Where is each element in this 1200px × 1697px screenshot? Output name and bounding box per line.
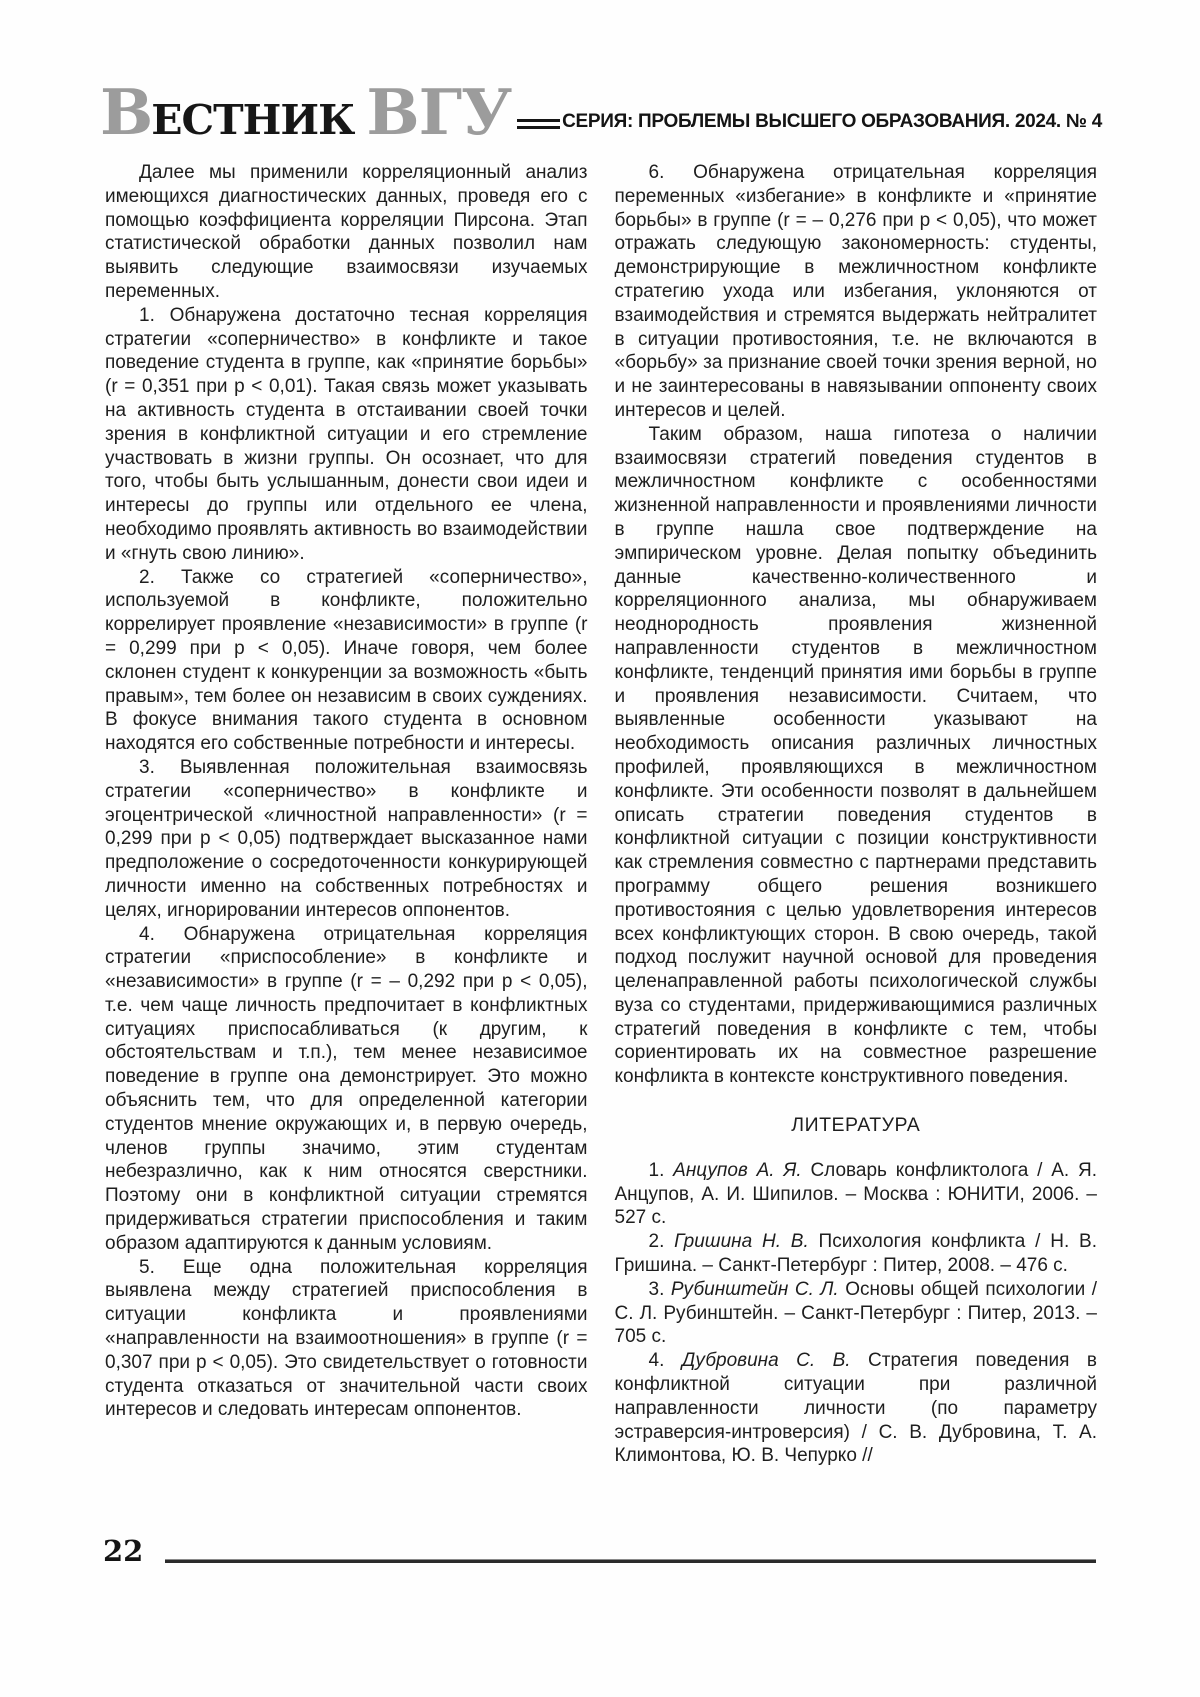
paragraph-item-1: 1. Обнаружена достаточно тесная корреляция стратегии «соперничество» в конфликте и такое поведение студента в группе, как «принятие борьбы» (r = 0,351 при p < 0,01). Такая связь может указывать на активность студента в отстаивании своей точки зрения в конфликтной ситуации и его стремление участвовать в жизни группы. Он осознает, что для того, чтобы быть услышанным, донести свои идеи и интересы до группы или отдельного ее члена, необходимо проявлять активность во взаимодействии и «гнуть свою линию». — [105, 304, 588, 564]
article-body — [105, 161, 1097, 1468]
page-footer — [103, 1534, 1096, 1568]
paragraph-item-3: 3. Выявленная положительная взаимосвязь стратегии «соперничество» в конфликте и эгоцентрической «личностной направленности» (r = 0,299 при p < 0,05) подтверждает высказанное нами предположение о сосредоточенности конкурирующей личности именно на собственных потребностях и целях, игнорировании интересов оппонентов. — [105, 756, 588, 921]
reference-text: Словарь конфликтолога / А. Я. Анцупов, А. И. Шипилов. – Москва : ЮНИТИ, 2006. – 527 с. — [614, 1159, 1098, 1229]
header-double-rule — [517, 119, 560, 129]
paragraph-item-5: 5. Еще одна положительная корреляция выявлена между стратегией приспособления в ситуации конфликта и проявлениями «направленности на взаимоотношения» в группе (r = 0,307 при p < 0,05). Это свидетельствует о готовности студента отказаться от значительной части своих интересов и следовать интересам оппонентов. — [105, 1256, 588, 1421]
references-heading: ЛИТЕРАТУРА — [791, 1114, 921, 1137]
paragraph-item-6: 6. Обнаружена отрицательная корреляция переменных «избегание» в конфликте и «принятие борьбы» в группе (r = – 0,276 при p < 0,05), что может отражать следующую закономерность: студенты, демонстрирующие в межличностном конфликте стратегию ухода или избегания, уклоняются от взаимодействия и стремятся выдержать нейтралитет в ситуации противостояния, т.е. не включаются в «борьбу» за признание своей точки зрения верной, но и не заинтересованы в навязывании оппоненту своих интересов и целей. — [614, 162, 1097, 421]
right-column — [615, 161, 1098, 1468]
reference-item — [615, 1159, 1098, 1230]
reference-text: Психология конфликта / Н. В. Гришина. – Санкт-Петербург : Питер, 2008. – 476 с. — [614, 1231, 1097, 1277]
journal-logo — [100, 75, 512, 149]
reference-item — [615, 1230, 1098, 1278]
reference-authors: Рубинштейн С. Л. — [670, 1278, 839, 1300]
series-title: СЕРИЯ: ПРОБЛЕМЫ ВЫСШЕГО ОБРАЗОВАНИЯ. 2024. № 4 — [562, 111, 1102, 133]
left-column — [105, 161, 588, 1468]
reference-authors: Гришина Н. В. — [674, 1231, 809, 1253]
paragraph-item-2: 2. Также со стратегией «соперничество», используемой в конфликте, положительно коррелирует проявление «независимости» в группе (r = 0,299 при p < 0,05). Иначе говоря, чем более склонен студент к конкуренции за возможность «быть правым», тем более он независим в своих суждениях. В фокусе внимания такого студента в основном находятся его собственные потребности и интересы. — [105, 566, 588, 755]
reference-number: 3. — [648, 1278, 665, 1300]
page-header — [100, 75, 1102, 149]
reference-item — [615, 1349, 1098, 1468]
reference-item — [615, 1278, 1098, 1349]
reference-number: 1. — [648, 1159, 665, 1181]
paragraph-intro: Далее мы применили корреляционный анализ имеющихся диагностических данных, проведя его с помощью коэффициента корреляции Пирсона. Этап статистической обработки данных позволил нам выявить следующие взаимосвязи изучаемых переменных. — [105, 162, 588, 302]
footer-rule — [165, 1559, 1096, 1563]
logo-word-rest: ЕСТНИК — [151, 96, 355, 144]
paragraph-conclusion: Таким образом, наша гипотеза о наличии взаимосвязи стратегий поведения студентов в межличностном конфликте с особенностями жизненной направленности и проявлениями личности в группе нашла свое подтверждение на эмпирическом уровне. Делая попытку объединить данные качественно-количественного и корреляционного анализа, мы обнаруживаем неоднородность проявления жизненной направленности студентов в межличностном конфликте, тенденций принятия ими борьбы в группе и проявления независимости. Считаем, что выявленные особенности указывают на необходимость описания различных личностных профилей, проявляющихся в межличностном конфликте. Эти особенности позволят в дальнейшем описать стратегии поведения студентов в конфликтной ситуации с позиции конструктивности как стремления совместно с партнерами представить программу общего решения возникшего противостояния с целью удовлетворения интересов всех конфликтующих сторон. В свою очередь, такой подход послужит научной основой для проведения целенаправленной работы психологической службы вуза со студентами, придерживающимися различных стратегий поведения в конфликте с тем, чтобы сориентировать их на совместное разрешение конфликта в контексте конструктивного поведения. — [614, 423, 1097, 1088]
reference-text: Стратегия поведения в конфликтной ситуации при различной направленности личности (по параметру эстраверсия-интроверсия) / С. В. Дубровина, Т. А. Климонтова, Ю. В. Чепурко // — [614, 1350, 1097, 1467]
reference-text: Основы общей психологии / С. Л. Рубинштейн. – Санкт-Петербург : Питер, 2013. – 705 с. — [614, 1278, 1097, 1348]
reference-authors: Дубровина С. В. — [681, 1350, 851, 1372]
reference-authors: Анцупов А. Я. — [673, 1159, 802, 1181]
logo-university-abbr: ВГУ — [366, 75, 512, 149]
reference-number: 4. — [648, 1350, 665, 1372]
logo-initial-letter: В — [100, 75, 152, 149]
page-number: 22 — [103, 1534, 144, 1568]
reference-number: 2. — [648, 1231, 665, 1253]
paragraph-item-4: 4. Обнаружена отрицательная корреляция стратегии «приспособление» в конфликте и «независимости» в группе (r = – 0,292 при p < 0,05), т.е. чем чаще личность предпочитает в конфликтных ситуациях приспосабливаться (к другим, к обстоятельствам и т.п.), тем менее независимое поведение в группе она демонстрирует. Это можно объяснить тем, что для определенной категории студентов мнение окружающих и, в первую очередь, членов группы значимо, этим студентам небезразлично, как к ним относятся сверстники. Поэтому они в конфликтной ситуации стремятся придерживаться стратегии приспособления и таким образом адаптируются к данным условиям. — [105, 923, 588, 1254]
